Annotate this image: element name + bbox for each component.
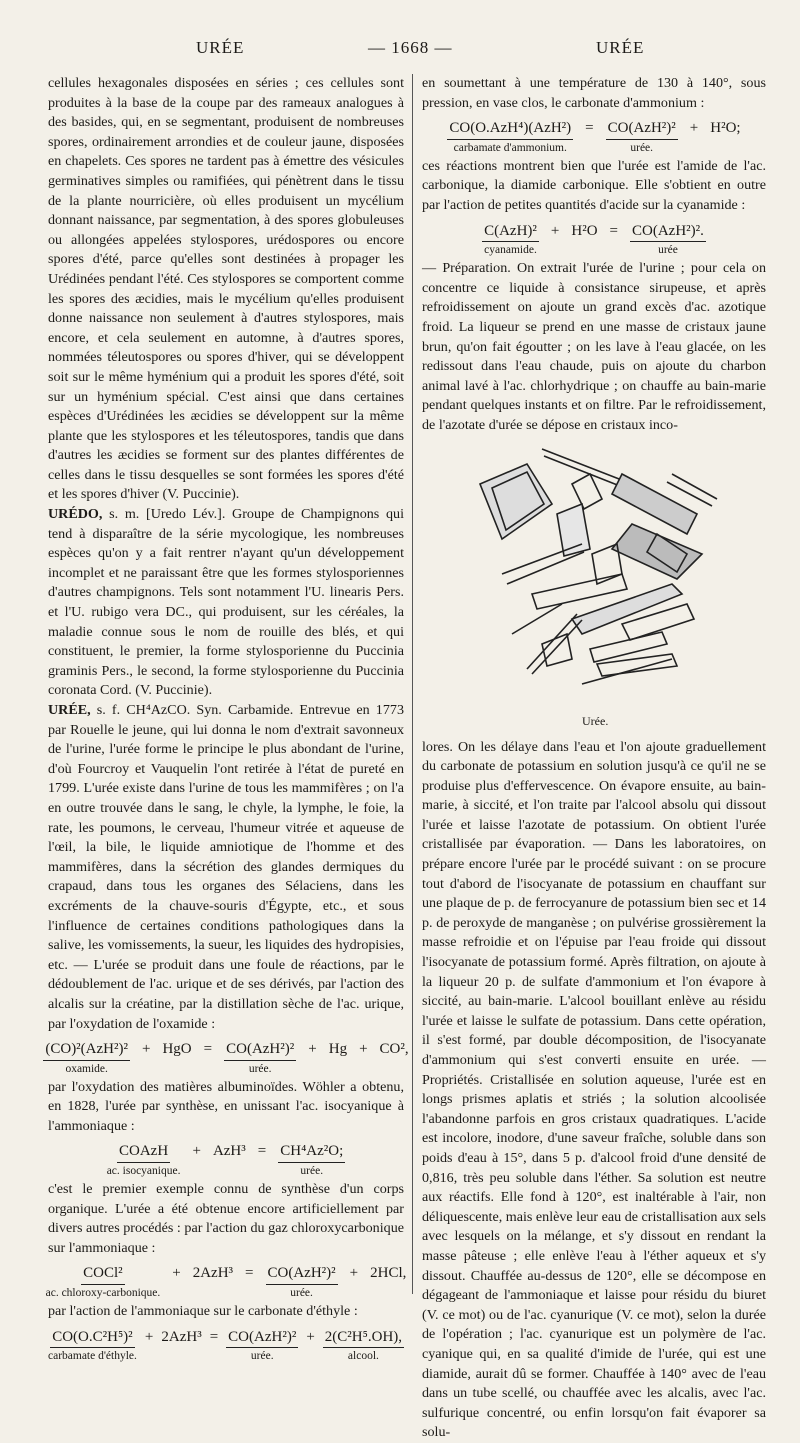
entry-uredo [48,505,404,701]
eq-term: CH⁴Az²O; urée. [280,1143,344,1178]
running-head-left: URÉE [196,38,245,57]
equation-isocyanique: COAzH ac. isocyanique. + AzH³ = CH⁴Az²O; urée. [106,1143,344,1178]
equation-carbonate-ethyle: CO(O.C²H⁵)² carbamate d'éthyle. + 2AzH³ = CO(AzH²)² urée. + 2(C²H⁵.OH), alcool. [47,1328,403,1363]
eq-term: 2HCl, [370,1265,407,1282]
eq-term: CO², [379,1041,409,1058]
entry-text-uree: s. f. CH⁴AzCO. Syn. Carbamide. Entrevue en 1773 par Rouelle le jeune, qui lui donna le nom d'extrait savonneux de l'urine, l'urée forme le principe le plus abondant de l'urine, d'où Fourcroy et Vauquelin l'ont retirée à l'état de pureté en 1799. L'urée existe dans l'urine de tous les mammifères ; on l'a en outre trouvée dans le sang, le chyle, la lymphe, le foie, la rate, les poumons, le cerveau, l'humeur vitrée et aqueuse de l'œil, la bile, le liquide amniotique de l'homme et des mammifères, dans la sécrétion des glandes dermiques du crapaud, dans tous les organes des Sélaciens, dans les excréments de la chauve-souris d'Égypte, etc., et sous l'influence de certaines conditions pathologiques dans la salive, les vomissements, la sueur, les liquides des hydropisies, etc. — L'urée se produit dans une foule de réactions, par le dédoublement de l'ac. urique et de ses dérivés, par l'action des alcalis sur la créatine, par la distillation sèche de l'ac. urique, par l'oxydation de l'oxamide : [48,702,404,1032]
eq-term: H²O [571,222,598,239]
eq-term: 2AzH³ [192,1265,234,1282]
equation-cyanamide: C(AzH)² cyanamide. + H²O = CO(AzH²)². urée [484,222,704,257]
equation-carbamate-ammonium: CO(O.AzH⁴)(AzH²) carbamate d'ammonium. = CO(AzH²)² urée. + H²O; [449,120,741,154]
eq-term: C(AzH)² cyanamide. [484,222,537,257]
eq-term: CO(AzH²)² urée. [267,1265,336,1300]
equation-oxamide: (CO)²(AzH²)² oxamide. + HgO = CO(AzH²)² urée. + Hg + CO², [45,1041,409,1075]
urea-crystals-illustration [472,444,722,706]
paragraph-synthese: c'est le premier exemple connu de synthèse d'un corps organique. L'urée a été obtenue encore artificiellement par divers autres procédés : par l'action du gaz chloroxycarbonique sur l'ammoniaque : [48,1181,404,1256]
eq-term: CO(AzH²)² urée. [226,1041,295,1075]
eq-term: HgO [162,1041,192,1058]
paragraph-carbonate-ammonium: en soumettant à une température de 130 à 140°, sous pression, en vase clos, le carbonate d'ammonium : [422,75,766,111]
running-head-right: URÉE [596,38,645,57]
paragraph-proprietes: lores. On les délaye dans l'eau et l'on ajoute graduellement du carbonate de potassium en solution jusqu'à ce qu'il ne se produise plus d'effervescence. On évapore ensuite, au bain-marie, à siccité, et l'on traite par l'alcool absolu qui dissout l'urée et laisse l'azotate de potassium. On obtient l'urée cristallisée par évaporation. — Dans les laboratoires, on prépare encore l'urée par le procédé suivant : on se procure tout d'abord de l'isocyanate de potassium en chauffant sur une plaque de p. de ferrocyanure de potassium bien sec et 14 p. de peroxyde de manganèse ; on pulvérise grossièrement la masse refroidie et on l'épuise par l'eau froide qui dissout l'isocyanate de potassium formé. Après filtration, on ajoute à la liqueur 20 p. de sulfate d'ammonium et l'on évapore à siccité, au bain-marie. L'alcool bouillant enlève au résidu l'urée et laisse le sulfate de potassium. Dans cette opération, il s'est formé, par double décomposition, de l'isocyanate d'ammonium qui s'est converti ensuite en urée. — Propriétés. Cristallisée en solution aqueuse, l'urée est en longs prismes aplatis et striés ; la solution alcoolisée l'abandonne parfois en gros cristaux quadratiques. L'acide est incolore, inodore, d'une saveur fraîche, soluble dans son poids d'eau à 15°, dans 5 p. d'alcool froid d'une densité de 0,816, très peu soluble dans l'éther. Sa solution est neutre aux réactifs. Elle fond à 120°, est inaltérable à l'air, non déliquescente, mais enlève leur eau de cristallisation aux sels avec lesquels on la mélange, et s'y dissout en rendant la masse pâteuse ; elle enlève l'eau à l'éther aqueux et s'y dissout. Chauffée au-dessus de 120°, elle se décompose en dégageant de l'ammoniaque et laisse pour résidu du biuret (V. ce mot) ou de l'ac. cyanurique (V. ce mot), selon la durée de l'opération ; l'ac. cyanurique est un polymère de l'ac. cyanique qui, en sa qualité d'imide de l'urée, qui est une diamide, aurait dû se former. Chauffée à 140° avec de l'eau dans un tube scellé, ou chauffée avec les alcalis, avec l'ac. sulfurique concentré, ou enfin lorsqu'on fait évaporer sa solu- [422,738,766,1441]
paragraph-wohler: par l'oxydation des matières albuminoïdes. Wöhler a obtenu, en 1828, l'urée par synthèse, en unissant l'ac. isocyanique à l'ammoniaque : [48,1078,404,1134]
eq-term: CO(AzH²)² urée. [228,1328,297,1363]
eq-term: (CO)²(AzH²)² oxamide. [45,1041,128,1075]
paragraph-ethyle: par l'action de l'ammoniaque sur le carbonate d'éthyle : [48,1303,358,1320]
right-column [422,74,766,1443]
eq-term: H²O; [710,120,741,137]
eq-term: CO(O.AzH⁴)(AzH²) carbamate d'ammonium. [449,120,572,154]
entry-head-uree: URÉE, [48,702,91,718]
eq-term: 2AzH³ [161,1328,202,1345]
eq-term: Hg [328,1041,348,1058]
eq-term: AzH³ [212,1143,246,1160]
eq-term: 2(C²H⁵.OH), alcool. [324,1328,403,1363]
entry-uree [48,701,404,1034]
eq-term: CO(AzH²)² urée. [607,120,676,154]
paragraph-diamide: ces réactions montrent bien que l'urée est l'amide de l'ac. carbonique, la diamide carbonique. Elle s'obtient en outre par l'action de petites quantités d'acide sur la cyanamide : [422,157,766,213]
paragraph-preparation: — Préparation. On extrait l'urée de l'urine ; pour cela on concentre ce liquide à consistance sirupeuse, et après refroidissement on ajoute un grand excès d'ac. azotique froid. La liqueur se prend en une masse de cristaux jaune brun, qu'on fait égoutter ; on les lave à l'eau glacée, on les redissout dans l'eau chaude, puis on ajoute du charbon animal lavé à l'ac. chlorhydrique ; on chauffe au bain-marie pendant quelques instants et on filtre. Par le refroidissement, de l'azotate d'urée se dépose en cristaux inco- [422,260,766,433]
figure-caption: Urée. [582,713,609,728]
page-number: — 1668 — [368,38,453,57]
entry-head-uredo: URÉDO, [48,506,103,523]
eq-term: CO(O.C²H⁵)² carbamate d'éthyle. [47,1328,137,1363]
left-column [45,74,409,1365]
paragraph-uredinees: cellules hexagonales disposées en séries ; ces cellules sont produites à la base de la coupe par des rameaux analogues à des basides, qui, en se segmentant, produisent de nombreuses spores, ordinairement arrondies et de couleur jaune, disposées en chapelets. Ces spores ne tardent pas à émettre des vésicules germinatives simples ou ramifiées, qui pénètrent dans le tissu de la plante nourricière, où elles produisent un mycélium donnant naissance, par segmentation, à des spores globuleuses ou allongées appelées stylospores, urédospores ou encore spores d'été, parce qu'elles sont destinées à propager les Urédinées pendant l'été. Ces stylospores se comportent comme les spores des æcidies, mais le mycélium qu'elles produisent donne naissance non seulement à d'autres stylospores, mais encore, et cela seulement en automne, à d'autres spores, nommées téleutospores ou spores d'hiver, qui se développent soit sur le même hyménium qui a produit les spores d'été, soit sur un hyménium spécial. C'est ainsi que dans certaines espèces d'Urédinées les æcidies se développent sur la même plante que les stylospores et les téleutospores, tandis que dans d'autres les æcidies se forment sur des plantes différentes de celles dans le tissu desquelles se sont formées les spores d'été et les spores d'hiver (V. Puccinie). [48,75,404,503]
crystal-figure [422,444,766,734]
eq-term: CO(AzH²)². urée [632,222,704,257]
eq-term: COCl² ac. chloroxy-carbonique. [45,1265,161,1300]
equation-chloroxycarbonique: COCl² ac. chloroxy-carbonique. + 2AzH³ = CO(AzH²)² urée. + 2HCl, [45,1265,407,1300]
page-header [48,38,768,66]
column-divider [412,74,413,1294]
eq-term: COAzH ac. isocyanique. [106,1143,181,1178]
entry-text-uredo: s. m. [Uredo Lév.]. Groupe de Champignons qui tend à disparaître de la série mycologique, les nombreuses espèces qu'on y a fait rentrer n'ayant qu'un développement incomplet et ne paraissant être que les formes stylosporiennes d'autres champignons. Tels sont notamment l'U. linearis Pers. et l'U. rubigo vera DC., qui produisent, sur les céréales, la maladie connue sous le nom de rouille des blés, et qui constituent, le premier, la forme stylosporienne du Puccinia graminis Pers., le second, la forme stylosporienne du Puccinia coronata Cord. (V. Puccinie). [48,506,404,699]
